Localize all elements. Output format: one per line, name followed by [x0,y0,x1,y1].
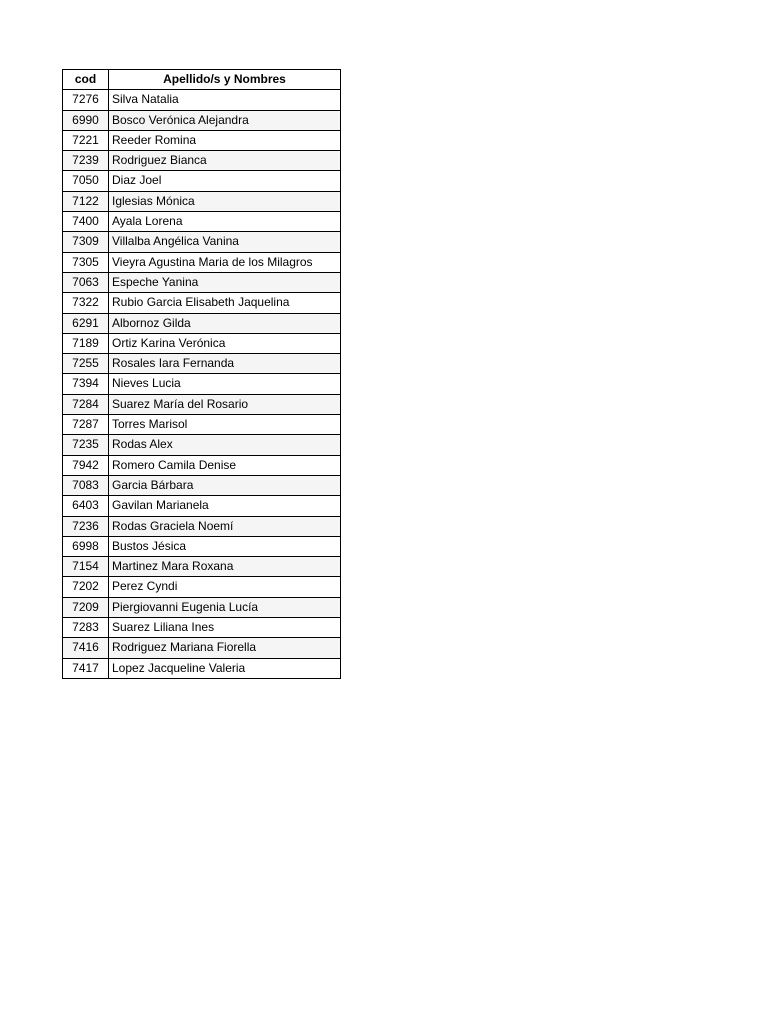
cell-name: Iglesias Mónica [109,191,341,211]
table-row [63,557,341,577]
cell-name: Torres Marisol [109,415,341,435]
table-row [63,333,341,353]
cell-cod: 7276 [63,90,109,110]
header-cod: cod [63,70,109,90]
cell-name: Silva Natalia [109,90,341,110]
cell-cod: 7221 [63,130,109,150]
cell-cod: 7400 [63,212,109,232]
cell-name: Lopez Jacqueline Valeria [109,658,341,678]
cell-name: Rodriguez Bianca [109,151,341,171]
table-header [63,70,341,90]
cell-name: Ayala Lorena [109,212,341,232]
table-row [63,496,341,516]
header-name: Apellido/s y Nombres [109,70,341,90]
cell-name: Gavilan Marianela [109,496,341,516]
table-row [63,394,341,414]
table-row [63,313,341,333]
table-row [63,272,341,292]
table-row [63,110,341,130]
cell-cod: 7942 [63,455,109,475]
cell-cod: 7283 [63,618,109,638]
table-row [63,171,341,191]
table-row [63,618,341,638]
table-row [63,212,341,232]
table-row [63,455,341,475]
cell-name: Piergiovanni Eugenia Lucía [109,597,341,617]
table-row [63,577,341,597]
cell-cod: 7416 [63,638,109,658]
cell-cod: 7309 [63,232,109,252]
cell-name: Suarez María del Rosario [109,394,341,414]
cell-cod: 7284 [63,394,109,414]
cell-cod: 7305 [63,252,109,272]
cell-cod: 7417 [63,658,109,678]
cell-cod: 7322 [63,293,109,313]
cell-cod: 7050 [63,171,109,191]
table-row [63,232,341,252]
cell-cod: 6403 [63,496,109,516]
cell-cod: 7255 [63,354,109,374]
table-row [63,374,341,394]
cell-name: Perez Cyndi [109,577,341,597]
table-row [63,475,341,495]
cell-name: Espeche Yanina [109,272,341,292]
cell-cod: 6998 [63,536,109,556]
cell-name: Rodas Graciela Noemí [109,516,341,536]
cell-name: Rodas Alex [109,435,341,455]
table-row [63,658,341,678]
table-body [63,90,341,679]
cell-name: Villalba Angélica Vanina [109,232,341,252]
cell-cod: 7083 [63,475,109,495]
table-row [63,354,341,374]
cell-name: Rosales Iara Fernanda [109,354,341,374]
table-row [63,597,341,617]
cell-cod: 6291 [63,313,109,333]
cell-name: Ortiz Karina Verónica [109,333,341,353]
table-row [63,536,341,556]
cell-name: Rubio Garcia Elisabeth Jaquelina [109,293,341,313]
cell-name: Diaz Joel [109,171,341,191]
cell-cod: 7287 [63,415,109,435]
cell-cod: 7202 [63,577,109,597]
table-row [63,516,341,536]
table-row [63,415,341,435]
cell-cod: 7236 [63,516,109,536]
cell-name: Bustos Jésica [109,536,341,556]
cell-name: Albornoz Gilda [109,313,341,333]
table-row [63,638,341,658]
cell-name: Suarez Liliana Ines [109,618,341,638]
cell-cod: 7235 [63,435,109,455]
table-row [63,293,341,313]
table-row [63,191,341,211]
cell-cod: 7394 [63,374,109,394]
cell-name: Romero Camila Denise [109,455,341,475]
table-row [63,435,341,455]
cell-name: Garcia Bárbara [109,475,341,495]
table-row [63,90,341,110]
cell-name: Nieves Lucia [109,374,341,394]
cell-cod: 7154 [63,557,109,577]
cell-name: Bosco Verónica Alejandra [109,110,341,130]
cell-cod: 6990 [63,110,109,130]
cell-cod: 7189 [63,333,109,353]
cell-cod: 7122 [63,191,109,211]
cell-cod: 7239 [63,151,109,171]
cell-name: Rodriguez Mariana Fiorella [109,638,341,658]
header-row [63,70,341,90]
cell-cod: 7209 [63,597,109,617]
cell-cod: 7063 [63,272,109,292]
cell-name: Martinez Mara Roxana [109,557,341,577]
cell-name: Reeder Romina [109,130,341,150]
roster-table [62,69,341,679]
table-row [63,130,341,150]
table-row [63,151,341,171]
table-row [63,252,341,272]
cell-name: Vieyra Agustina Maria de los Milagros [109,252,341,272]
